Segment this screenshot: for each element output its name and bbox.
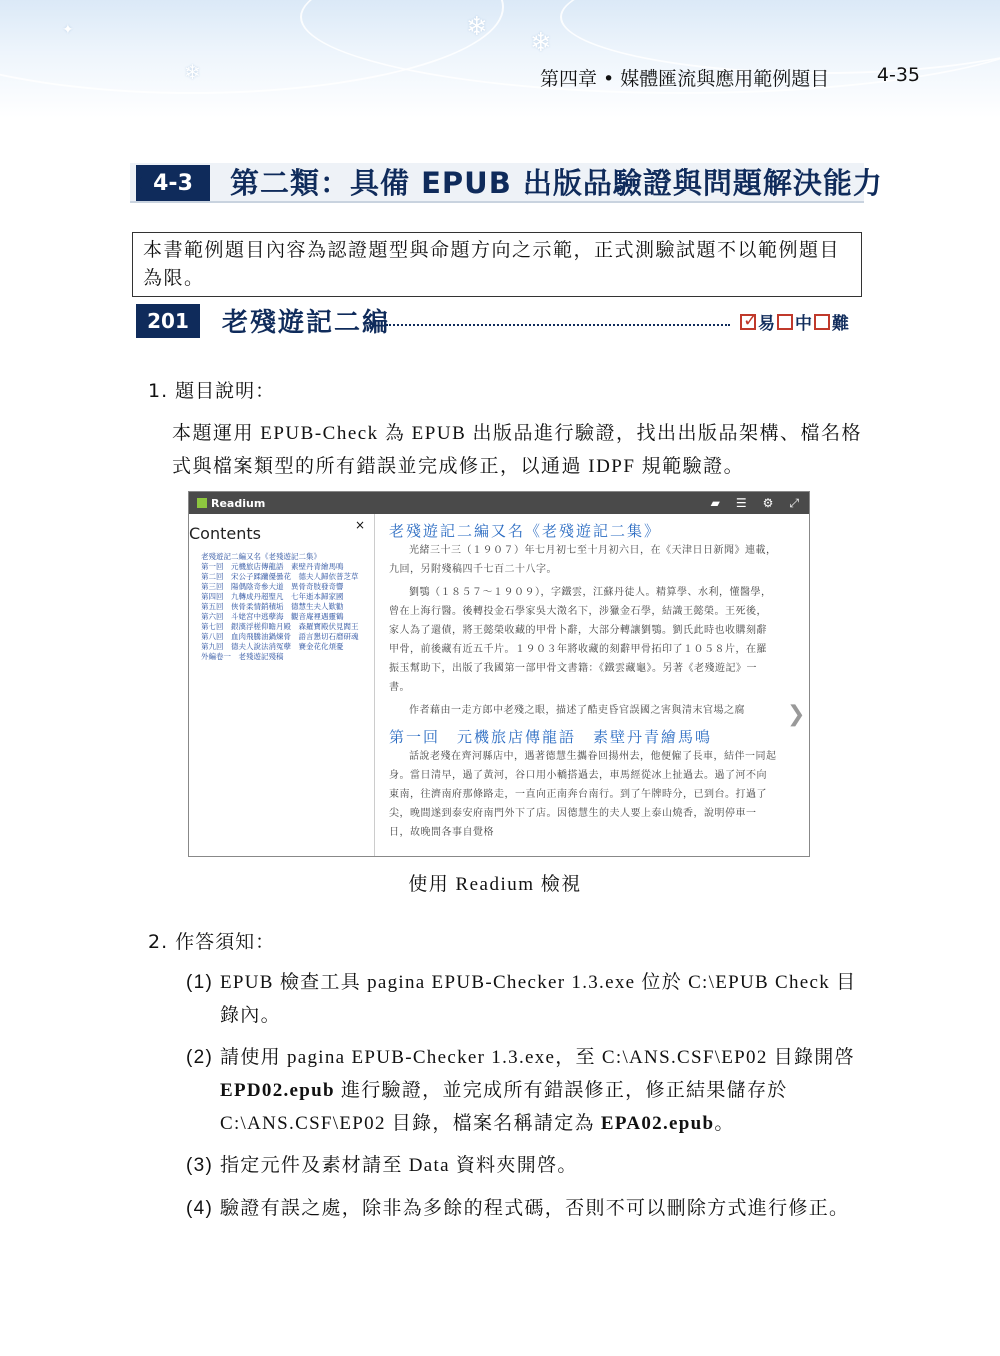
toc-item[interactable]: 第七回 銀漢浮槎仰瞻月殿 森羅寶殿伏見閻王: [201, 622, 359, 631]
item-label: (2): [186, 1047, 214, 1068]
snowflake-icon: ❄: [530, 28, 552, 58]
difficulty-medium: 中: [795, 314, 812, 334]
item-text-part: 。: [714, 1113, 735, 1134]
notice-box: 本書範例題目內容為認證題型與命題方向之示範，正式測驗試題不以範例題目為限。: [132, 232, 862, 297]
instruction-item: [186, 966, 862, 1032]
section-title: 第二類：具備 EPUB 出版品驗證與問題解決能力: [230, 166, 883, 200]
toc-item[interactable]: 第六回 斗姥宮中逃孽海 觀音庵裡遇靈鶴: [201, 612, 344, 621]
reader-chapter-title: 第一回 元機旅店傳龍語 素壁丹青繪馬鳴: [389, 728, 713, 746]
toc-item[interactable]: 第八回 血肉飛騰油鍋煉骨 語言懇切石磨研魂: [201, 632, 359, 641]
toc-item[interactable]: 第三回 陽偶陰奇參大道 異骨奇肢發奇響: [201, 582, 344, 591]
list-icon: ☰: [735, 495, 747, 510]
chapter-title: 第四章 • 媒體匯流與應用範例題目: [540, 68, 830, 90]
toc-item[interactable]: 外編卷一 老殘遊記殘稿: [201, 652, 284, 661]
question-title: 老殘遊記二編: [222, 308, 391, 338]
reader-pane: [389, 514, 777, 846]
checkbox-icon: [777, 314, 793, 330]
item-label: (1): [186, 972, 214, 993]
item-text: [186, 1041, 862, 1140]
toc-heading: Contents: [189, 524, 261, 543]
close-icon: ×: [355, 518, 366, 532]
figure-caption: 使用 Readium 檢視: [408, 874, 582, 895]
reader-title: 老殘遊記二編又名《老殘遊記二集》: [389, 522, 662, 540]
snowflake-icon: ❄: [184, 60, 201, 84]
difficulty-easy: 易: [758, 314, 775, 334]
section-number-badge: 4-3: [136, 165, 210, 201]
item-label: (3): [186, 1155, 214, 1176]
item-text-part: 指定元件及素材請至 Data 資料夾開啓。: [220, 1155, 578, 1176]
toc-panel: [189, 514, 375, 856]
difficulty-indicator: [738, 309, 849, 334]
toc-item[interactable]: 第二回 宋公子蹂躪優曇花 德夫人歸依普芝草: [201, 572, 359, 581]
item1-text: 本題運用 EPUB-Check 為 EPUB 出版品進行驗證，找出出版品架構、檔名格式與檔案類型的所有錯誤並完成修正，以通過 IDPF 規範驗證。: [172, 423, 863, 477]
readium-screenshot: [188, 491, 810, 857]
instruction-item: [186, 1149, 862, 1182]
running-header: [540, 64, 920, 91]
chevron-right-icon: ❯: [787, 702, 806, 727]
toc-list: [201, 552, 359, 662]
toc-item[interactable]: 老殘遊記二編又名《老殘遊記二集》: [201, 552, 321, 561]
gear-icon: ⚙: [762, 495, 774, 510]
reader-paragraph: 光緒三十三（１９０７）年七月初七至十月初六日，在《天津日日新聞》連載，九回，另附殘稿四千七百二十八字。: [389, 545, 777, 575]
item1-heading: 1. 題目說明：: [148, 380, 276, 402]
item-label: (4): [186, 1198, 214, 1219]
input-filename: EPD02.epub: [220, 1080, 335, 1101]
item-text: [186, 1149, 862, 1182]
toc-item[interactable]: 第九回 德夫人說法消冤孽 賽金花化煩憂: [201, 642, 344, 651]
instruction-item: [186, 1192, 862, 1225]
question-number-badge: 201: [136, 304, 200, 338]
readium-logo: [197, 497, 265, 510]
item-text-part: 請使用 pagina EPUB-Checker 1.3.exe，至 C:\ANS.CSF\EP02 目錄開啓: [220, 1047, 855, 1068]
item-text-part: EPUB 檢查工具 pagina EPUB-Checker 1.3.exe 位於 C:\EPUB Check 目錄內。: [220, 972, 857, 1026]
item-text-part: 進行驗證，並完成所有錯誤修正，修正結果儲存於 C:\ANS.CSF\EP02 目錄，檔案名稱請定為: [220, 1080, 788, 1134]
toc-item[interactable]: 第四回 九轉成丹超聖凡 七年逝本歸家國: [201, 592, 344, 601]
readium-toolbar: [189, 492, 809, 514]
app-name: Readium: [211, 496, 266, 510]
page-header-decoration: [0, 0, 1000, 118]
checkbox-icon: [814, 314, 830, 330]
readium-logo-icon: [197, 498, 207, 508]
item-text: [186, 966, 862, 1032]
snowflake-icon: ❄: [466, 12, 488, 42]
leader-dots: [386, 324, 730, 326]
item-text: [186, 1192, 862, 1225]
difficulty-hard: 難: [832, 314, 849, 334]
reader-paragraph: 話說老殘在齊河縣店中，遇著德慧生攜眷回揚州去，他便僱了長車，結伴一同起身。當日清早，過了黃河，谷口用小轎搭過去，車馬經從冰上扯過去。過了河不向東南，往濟南府那條路走，一直向正南奔台南行。到了午牌時分，已到台。打過了尖，晚間遂到泰安府南門外下了店。因德慧生的夫人要上泰山燒香，說明停車一日，故晚間各事自覺格: [389, 751, 777, 838]
toc-item[interactable]: 第一回 元機旅店傳龍語 素壁丹青繪馬鳴: [201, 562, 344, 571]
checkbox-checked-icon: [740, 314, 756, 330]
folder-icon: ▰: [710, 495, 720, 510]
item-text-part: 驗證有誤之處，除非為多餘的程式碼，否則不可以刪除方式進行修正。: [220, 1198, 850, 1219]
reader-paragraph: 作者藉由一走方郎中老殘之眼，描述了酷吏昏官誤國之害與清末官場之腐: [409, 705, 745, 716]
toc-item[interactable]: 第五回 俠骨柔情銷積垢 德慧生夫人歎勸: [201, 602, 344, 611]
output-filename: EPA02.epub: [600, 1113, 715, 1134]
snowflake-icon: ✦: [62, 22, 74, 38]
expand-icon: ⤢: [789, 495, 799, 510]
instruction-item: [186, 1041, 862, 1140]
reader-paragraph: 劉鶚（１８５７～１９０９），字鐵雲，江蘇丹徒人。精算學、水利，懂醫學，曾在上海行醫。後轉投金石學家吳大澂名下，涉獵金石學，結識王懿榮。王死後，家人為了還債，將王懿榮收藏的甲骨卜辭，大部分轉讓劉鶚。劉氏此時也收購刻辭甲骨，前後藏有近五千片。１９０３年將收藏的刻辭甲骨拓印了１０５８片，在羅振玉幫助下，出版了我國第一部甲骨文書籍：《鐵雲藏龜》。另著《老殘遊記》一書。: [389, 587, 772, 693]
item2-heading: 2. 作答須知：: [148, 931, 276, 953]
page-number: 4-35: [876, 64, 920, 86]
